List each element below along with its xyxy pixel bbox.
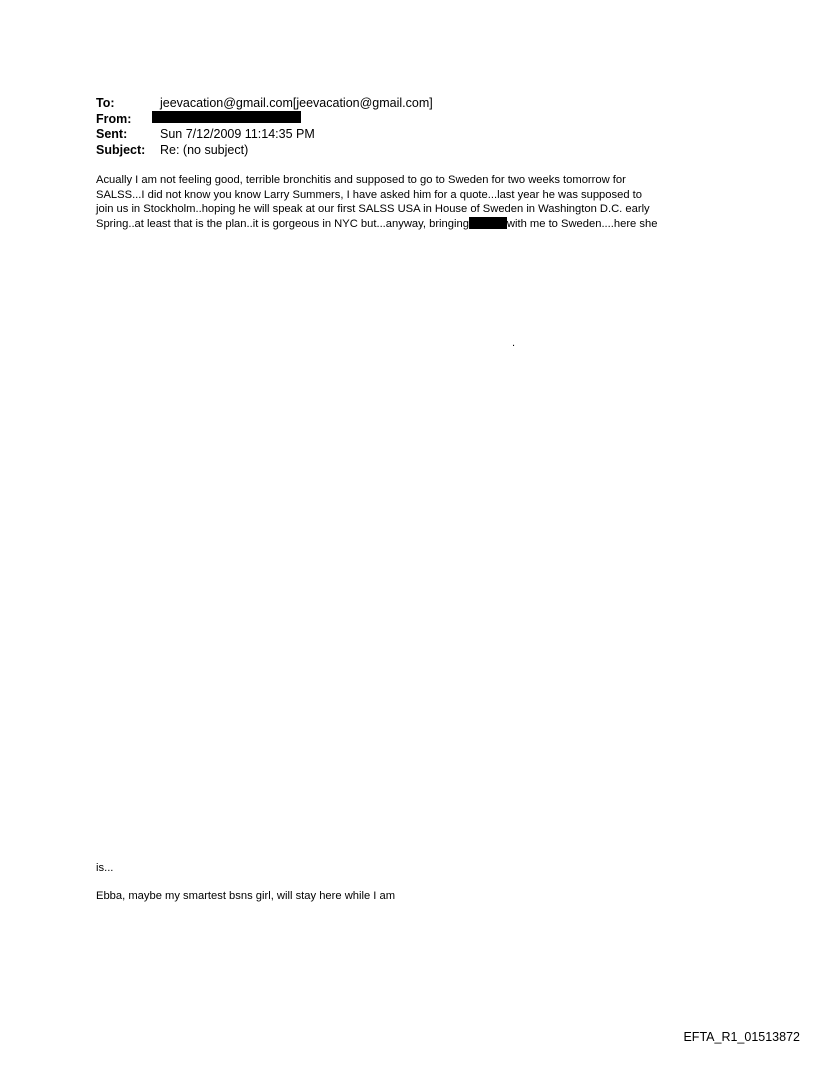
body-line: Acually I am not feeling good, terrible bronchitis and supposed to go to Sweden for two weeks tomorrow for	[96, 174, 626, 186]
document-id: EFTA_R1_01513872	[683, 1030, 800, 1044]
from-label: From:	[96, 111, 132, 126]
email-header	[96, 95, 433, 157]
stray-mark: .	[512, 337, 516, 349]
body-line-part: Spring..at least that is the plan..it is gorgeous in NYC but...anyway, bringing	[96, 217, 469, 230]
body-line	[96, 217, 736, 232]
name-redaction	[469, 217, 507, 229]
to-value: jeevacation@gmail.com[jeevacation@gmail.com]	[160, 96, 433, 110]
body-line: SALSS...I did not know you know Larry Summers, I have asked him for a quote...last year he was supposed to	[96, 188, 642, 201]
body-line: join us in Stockholm..hoping he will speak at our first SALSS USA in House of Sweden in Washington D.C. early	[96, 203, 650, 216]
subject-row	[96, 142, 433, 158]
from-redaction	[152, 111, 301, 123]
email-body	[96, 173, 736, 231]
body-line-part: with me to Sweden....here she	[506, 217, 658, 230]
sent-value: Sun 7/12/2009 11:14:35 PM	[160, 127, 315, 141]
to-label: To:	[96, 96, 115, 110]
sent-row	[96, 126, 433, 142]
to-row	[96, 95, 433, 111]
sent-label: Sent:	[96, 127, 128, 141]
continuation-text: Ebba, maybe my smartest bsns girl, will stay here while I am	[96, 890, 396, 902]
subject-value: Re: (no subject)	[160, 142, 249, 157]
from-row	[96, 111, 433, 127]
subject-label: Subject:	[96, 142, 146, 157]
continuation-text: is...	[96, 862, 114, 874]
